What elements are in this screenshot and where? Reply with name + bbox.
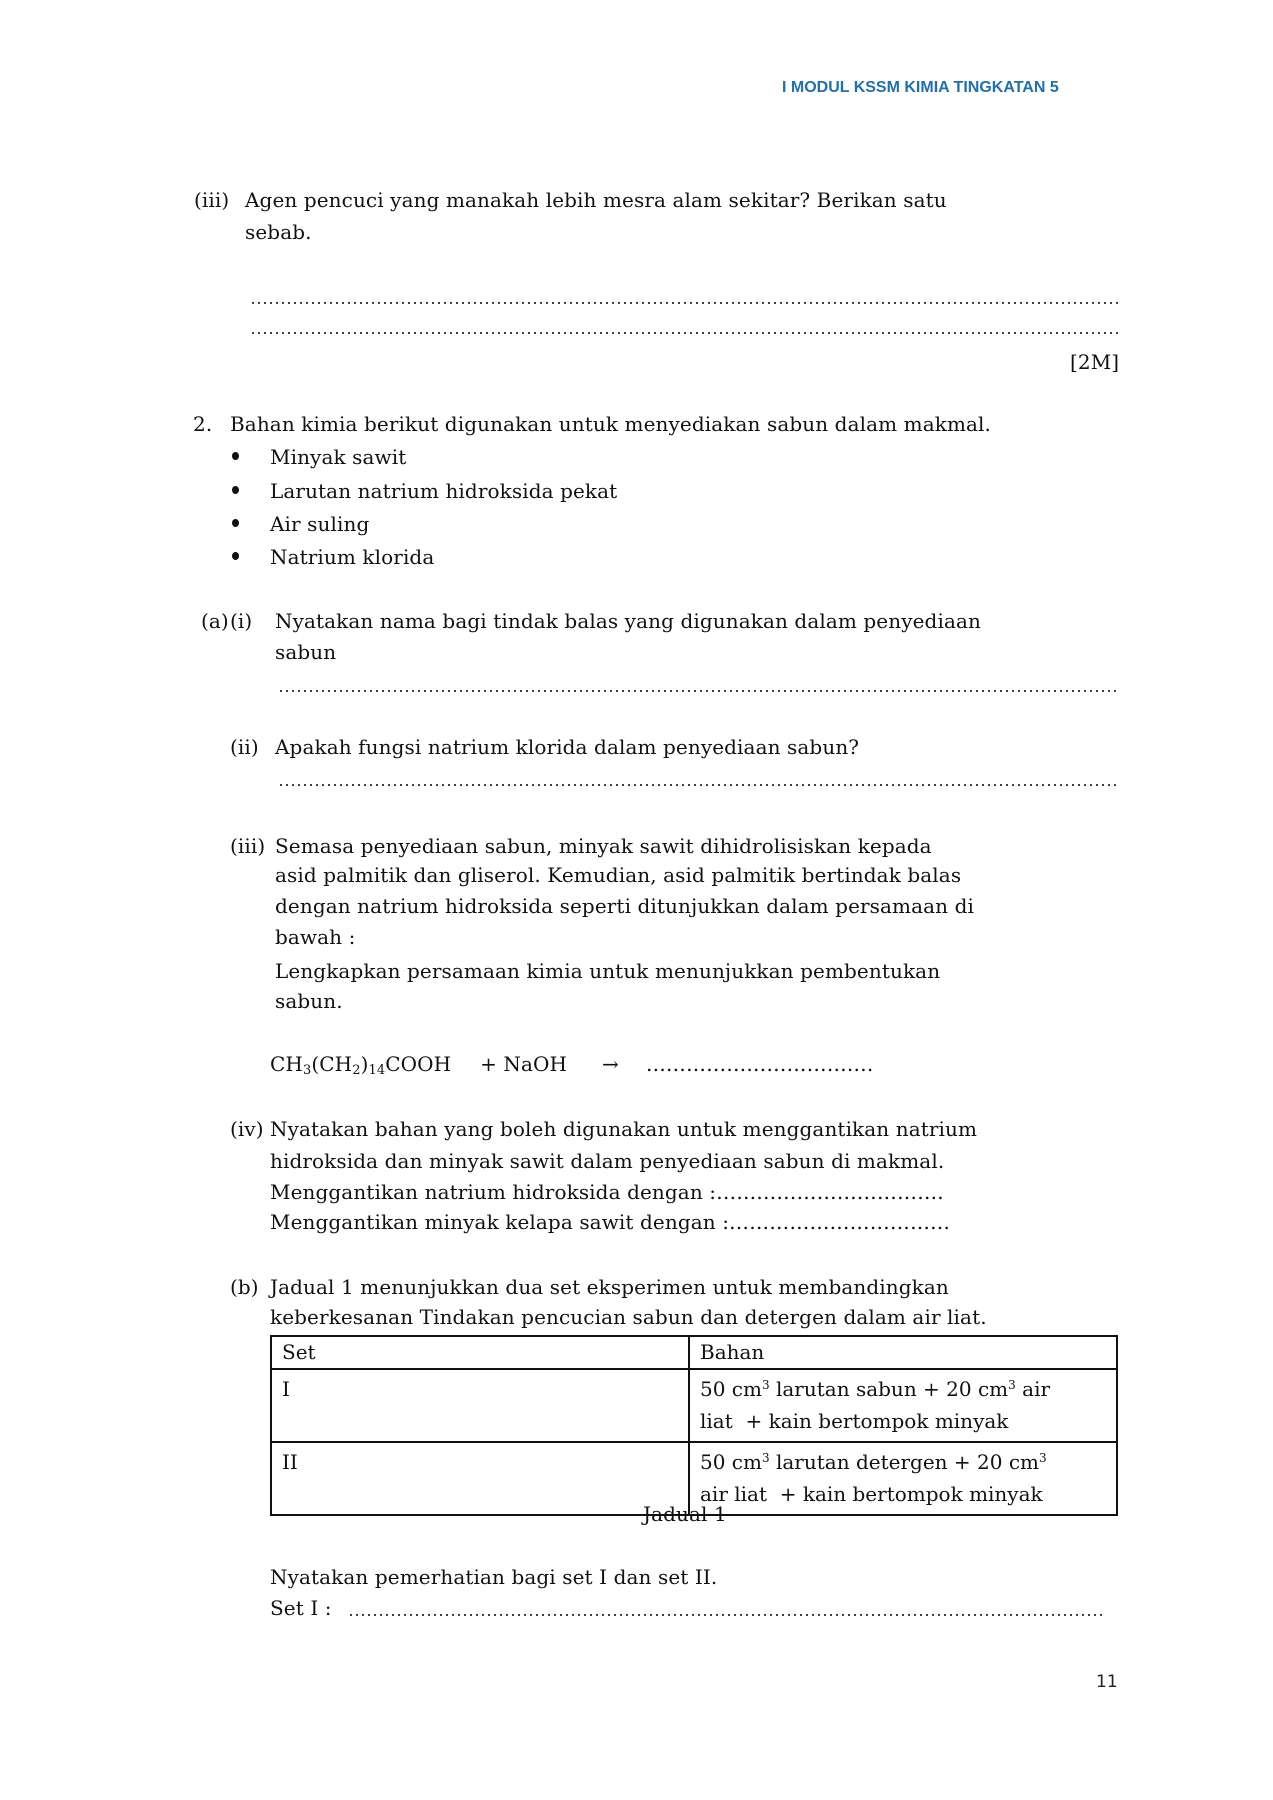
formula-part: (CH (311, 1052, 353, 1076)
cell-text: larutan detergen + 20 cm (769, 1450, 1039, 1474)
replace-naoh-line (270, 1181, 944, 1203)
replace-oil-label: Menggantikan minyak kelapa sawit dengan : (270, 1210, 730, 1234)
replace-naoh-label: Menggantikan natrium hidroksida dengan : (270, 1180, 717, 1204)
superscript: 3 (1038, 1451, 1047, 1465)
part-b-label: (b) (230, 1275, 259, 1299)
table-header-bahan: Bahan (689, 1336, 1117, 1369)
observation-instruction: Nyatakan pemerhatian bagi set I dan set II. (270, 1565, 718, 1589)
part-a-iv-label: (iv) (230, 1117, 264, 1141)
answer-line[interactable] (250, 302, 1118, 304)
cell-text: larutan sabun + 20 cm (769, 1377, 1009, 1401)
superscript: 3 (761, 1451, 770, 1465)
subscript: 14 (368, 1063, 386, 1078)
table-cell-bahan (689, 1442, 1117, 1515)
chemical-equation (270, 1052, 874, 1078)
replace-oil-line (270, 1211, 950, 1233)
part-a-i-question-line2: sabun (275, 640, 337, 664)
part-a-i-question-line1: Nyatakan nama bagi tindak balas yang digunakan dalam penyediaan (275, 609, 981, 633)
q2-number: 2. (193, 412, 213, 436)
answer-line[interactable] (250, 332, 1118, 334)
formula-part: COOH (385, 1052, 452, 1076)
table-cell-set: II (271, 1442, 689, 1515)
subscript: 2 (352, 1063, 361, 1078)
part-a-i-label: (i) (230, 609, 253, 633)
experiment-table (270, 1335, 1118, 1516)
cell-text: air (1015, 1377, 1051, 1401)
table-caption: Jadual 1 (643, 1502, 727, 1526)
part-a-ii-question: Apakah fungsi natrium klorida dalam penyediaan sabun? (275, 735, 860, 759)
bullet-icon (232, 486, 239, 494)
q2-intro: Bahan kimia berikut digunakan untuk menyediakan sabun dalam makmal. (230, 412, 991, 436)
marks-label: [2M] (1070, 350, 1120, 374)
bullet-icon (232, 552, 239, 560)
table-header-set: Set (271, 1336, 689, 1369)
part-a-iii-text-line: Lengkapkan persamaan kimia untuk menunjukkan pembentukan (275, 959, 941, 983)
part-a-iii-text-line: asid palmitik dan gliserol. Kemudian, asid palmitik bertindak balas (275, 863, 962, 887)
superscript: 3 (1008, 1378, 1016, 1392)
part-b-text-line2: keberkesanan Tindakan pencucian sabun dan detergen dalam air liat. (270, 1305, 987, 1329)
material-item: Natrium klorida (270, 545, 435, 569)
table-cell-set: I (271, 1369, 689, 1442)
cell-text: 50 cm (700, 1450, 762, 1474)
table-header-row (271, 1336, 1117, 1369)
superscript: 3 (761, 1378, 770, 1392)
set1-label: Set I : (270, 1596, 332, 1620)
part-a-ii-label: (ii) (230, 735, 259, 759)
replace-oil-answer-blank[interactable]: …………………………… (729, 1210, 951, 1234)
formula-part: CH (270, 1052, 303, 1076)
subscript: 3 (302, 1063, 312, 1078)
cell-text: liat + kain bertompok minyak (700, 1409, 1009, 1433)
cell-text: air liat + kain bertompok minyak (700, 1482, 1043, 1506)
reactant-palmitic-acid (270, 1052, 451, 1076)
bullet-icon (232, 452, 239, 460)
table-row (271, 1369, 1117, 1442)
material-item: Minyak sawit (270, 445, 407, 469)
formula-part: ) (360, 1052, 369, 1076)
q1-iii-label: (iii) (194, 188, 230, 212)
module-header-title: I MODUL KSSM KIMIA TINGKATAN 5 (782, 79, 1059, 96)
part-b-text-line1: Jadual 1 menunjukkan dua set eksperimen untuk membandingkan (270, 1275, 949, 1299)
product-answer-blank[interactable]: ……………………………. (645, 1052, 874, 1076)
part-a-iii-label: (iii) (230, 834, 266, 858)
reactant-naoh: + NaOH (480, 1052, 568, 1076)
part-a-iii-text-line: bawah : (275, 925, 356, 949)
page-number: 11 (1096, 1672, 1118, 1692)
reaction-arrow-icon: → (602, 1052, 619, 1076)
cell-text: 50 cm (700, 1377, 762, 1401)
replace-naoh-answer-blank[interactable]: ……………………………. (716, 1180, 944, 1204)
table-cell-bahan (689, 1369, 1117, 1442)
answer-line[interactable] (278, 784, 1118, 786)
part-a-iv-question-line2: hidroksida dan minyak sawit dalam penyediaan sabun di makmal. (270, 1149, 945, 1173)
part-a-iii-text-line: sabun. (275, 989, 343, 1013)
material-item: Air suling (270, 512, 370, 536)
part-a-iii-text-line: Semasa penyediaan sabun, minyak sawit dihidrolisiskan kepada (275, 834, 932, 858)
answer-line[interactable] (348, 1614, 1102, 1616)
material-item: Larutan natrium hidroksida pekat (270, 479, 618, 503)
q1-iii-question-line2: sebab. (245, 220, 312, 244)
q1-iii-question-line1: Agen pencuci yang manakah lebih mesra alam sekitar? Berikan satu (245, 188, 947, 212)
part-a-iv-question-line1: Nyatakan bahan yang boleh digunakan untuk menggantikan natrium (270, 1117, 978, 1141)
part-a-label: (a) (201, 609, 229, 633)
part-a-iii-text-line: dengan natrium hidroksida seperti ditunjukkan dalam persamaan di (275, 894, 975, 918)
answer-line[interactable] (278, 690, 1118, 692)
bullet-icon (232, 519, 239, 527)
